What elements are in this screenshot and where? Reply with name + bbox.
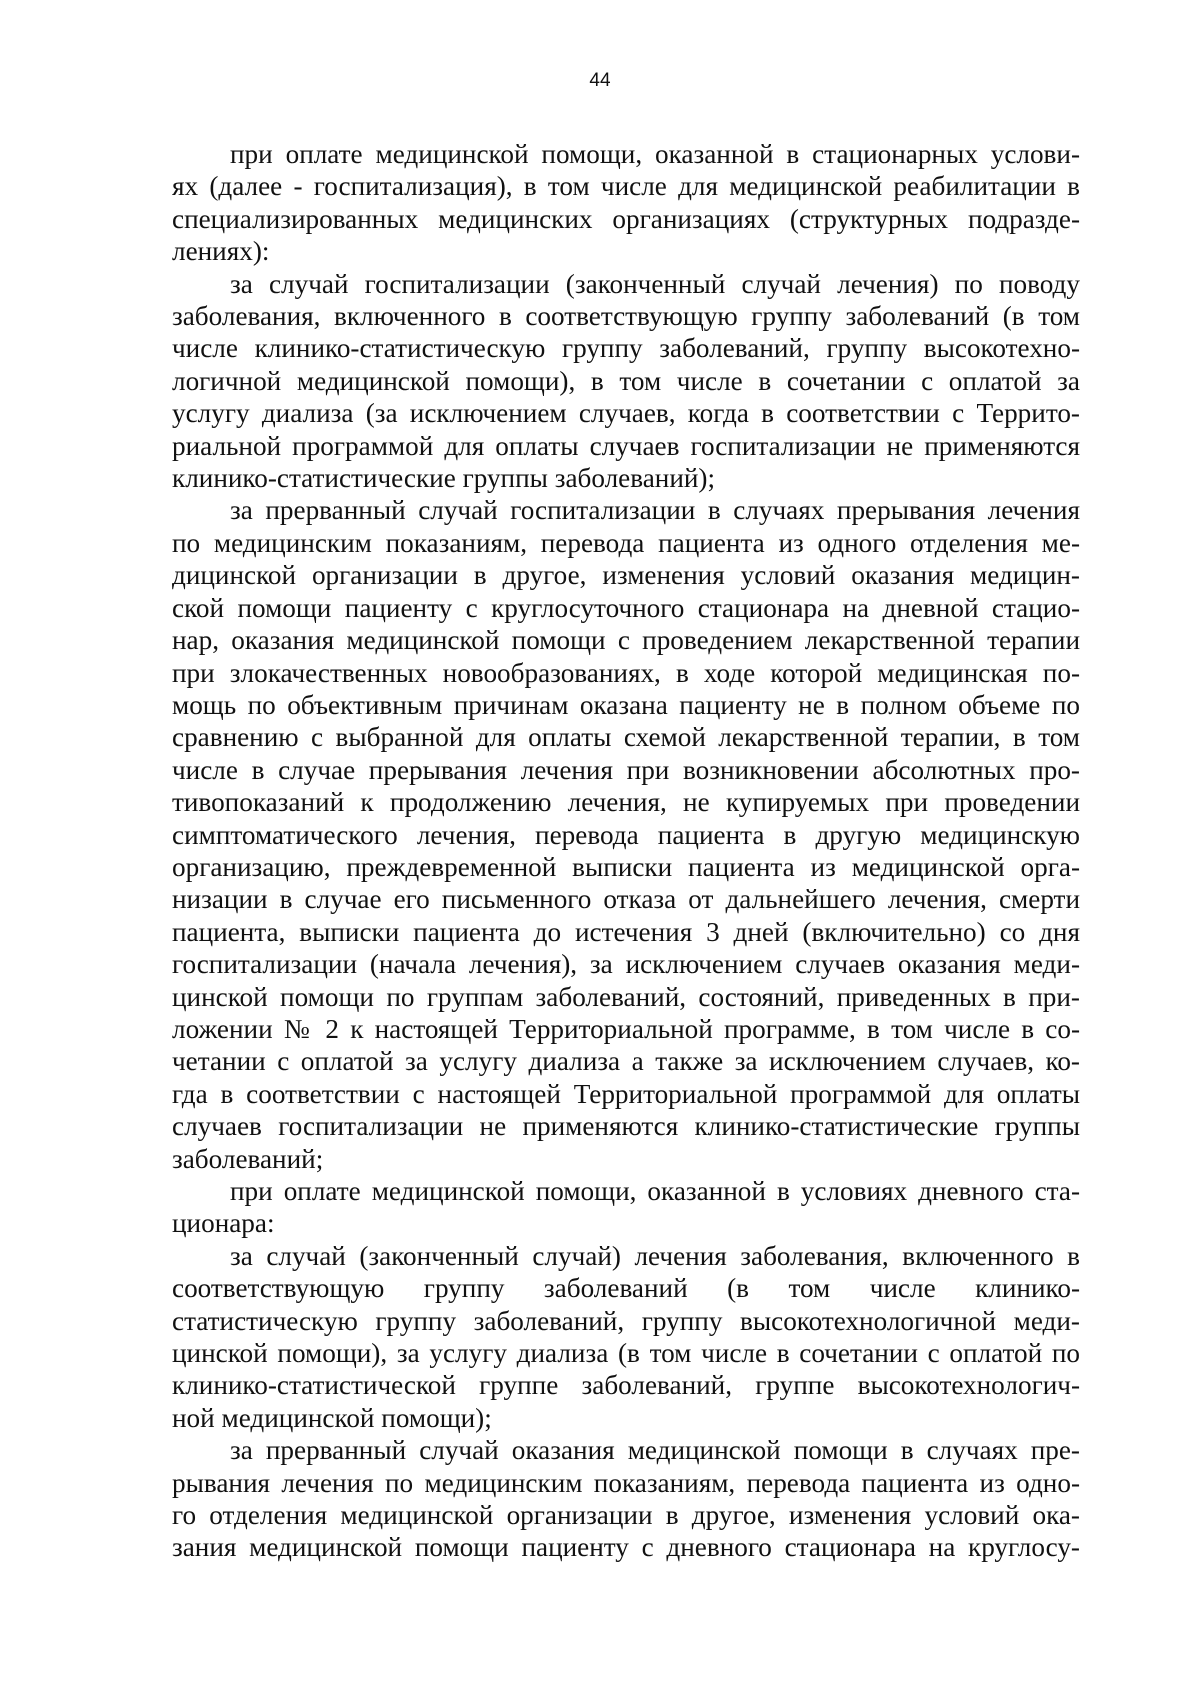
text-line: четании с оплатой за услугу диализа а также за исключением случаев, ко- xyxy=(172,1046,1080,1077)
text-line: сравнению с выбранной для оплаты схемой лекарственной терапии, в том xyxy=(172,722,1080,753)
text-line: ях (далее - госпитализация), в том числе для медицинской реабилитации в xyxy=(172,171,1080,202)
text-line: цинской помощи по группам заболеваний, состояний, приведенных в при- xyxy=(172,981,1080,1012)
text-line: по медицинским показаниям, перевода пациента из одного отделения ме- xyxy=(172,527,1080,558)
text-line: за прерванный случай госпитализации в случаях прерывания лечения xyxy=(230,495,1080,526)
paragraph xyxy=(172,494,1080,1175)
text-line: числе клинико-статистическую группу заболеваний, группу высокотехно- xyxy=(172,333,1080,364)
text-line: дицинской организации в другое, изменения условий оказания медицин- xyxy=(172,560,1080,591)
text-line: низации в случае его письменного отказа от дальнейшего лечения, смерти xyxy=(172,884,1080,915)
paragraph xyxy=(172,1175,1080,1240)
text-line: лениях): xyxy=(172,236,270,267)
text-line: нар, оказания медицинской помощи с проведением лекарственной терапии xyxy=(172,625,1080,656)
text-line: за прерванный случай оказания медицинской помощи в случаях пре- xyxy=(230,1435,1080,1466)
text-line: организацию, преждевременной выписки пациента из медицинской орга- xyxy=(172,851,1080,882)
text-line: клинико-статистические группы заболеваний); xyxy=(172,463,716,494)
text-line: симптоматического лечения, перевода пациента в другую медицинскую xyxy=(172,819,1080,850)
paragraph xyxy=(172,1240,1080,1434)
text-line: заболевания, включенного в соответствующую группу заболеваний (в том xyxy=(172,301,1080,332)
text-line: логичной медицинской помощи), в том числе в сочетании с оплатой за xyxy=(172,365,1080,396)
text-line: мощь по объективным причинам оказана пациенту не в полном объеме по xyxy=(172,689,1080,720)
paragraph xyxy=(172,268,1080,495)
text-line: заболеваний; xyxy=(172,1143,324,1174)
text-line: госпитализации (начала лечения), за исключением случаев оказания меди- xyxy=(172,949,1080,980)
text-line: услугу диализа (за исключением случаев, когда в соответствии с Террито- xyxy=(172,398,1080,429)
page-number: 44 xyxy=(589,70,611,91)
text-line: тивопоказаний к продолжению лечения, не купируемых при проведении xyxy=(172,787,1080,818)
text-line: специализированных медицинских организациях (структурных подразде- xyxy=(172,203,1080,234)
paragraph xyxy=(172,138,1080,268)
text-line: при оплате медицинской помощи, оказанной в условиях дневного ста- xyxy=(230,1176,1080,1206)
document-body xyxy=(172,138,1080,1564)
text-line: статистическую группу заболеваний, группу высокотехнологичной меди- xyxy=(172,1305,1080,1336)
text-line: ционара: xyxy=(172,1208,275,1239)
text-line: за случай (законченный случай) лечения заболевания, включенного в xyxy=(230,1240,1080,1271)
text-line: при злокачественных новообразованиях, в ходе которой медицинская по- xyxy=(172,657,1080,688)
text-line: цинской помощи), за услугу диализа (в том числе в сочетании с оплатой по xyxy=(172,1338,1080,1369)
text-line: ной медицинской помощи); xyxy=(172,1402,492,1433)
text-line: случаев госпитализации не применяются клинико-статистические группы xyxy=(172,1111,1080,1142)
text-line: клинико-статистической группе заболеваний, группе высокотехнологич- xyxy=(172,1370,1080,1401)
text-line: числе в случае прерывания лечения при возникновении абсолютных про- xyxy=(172,754,1080,785)
text-line: при оплате медицинской помощи, оказанной в стационарных услови- xyxy=(230,139,1080,169)
text-line: соответствующую группу заболеваний (в том числе клинико- xyxy=(172,1273,1080,1304)
text-line: риальной программой для оплаты случаев госпитализации не применяются xyxy=(172,430,1080,461)
paragraph xyxy=(172,1434,1080,1564)
text-line: пациента, выписки пациента до истечения 3 дней (включительно) со дня xyxy=(172,916,1080,947)
text-line: гда в соответствии с настоящей Территориальной программой для оплаты xyxy=(172,1078,1080,1109)
text-line: ложении № 2 к настоящей Территориальной программе, в том числе в со- xyxy=(172,1013,1080,1044)
text-line: рывания лечения по медицинским показаниям, перевода пациента из одно- xyxy=(172,1467,1080,1498)
text-line: го отделения медицинской организации в другое, изменения условий ока- xyxy=(172,1500,1080,1531)
text-line: зания медицинской помощи пациенту с дневного стационара на круглосу- xyxy=(172,1532,1080,1563)
text-line: за случай госпитализации (законченный случай лечения) по поводу xyxy=(230,268,1080,299)
text-line: ской помощи пациенту с круглосуточного стационара на дневной стацио- xyxy=(172,592,1080,623)
